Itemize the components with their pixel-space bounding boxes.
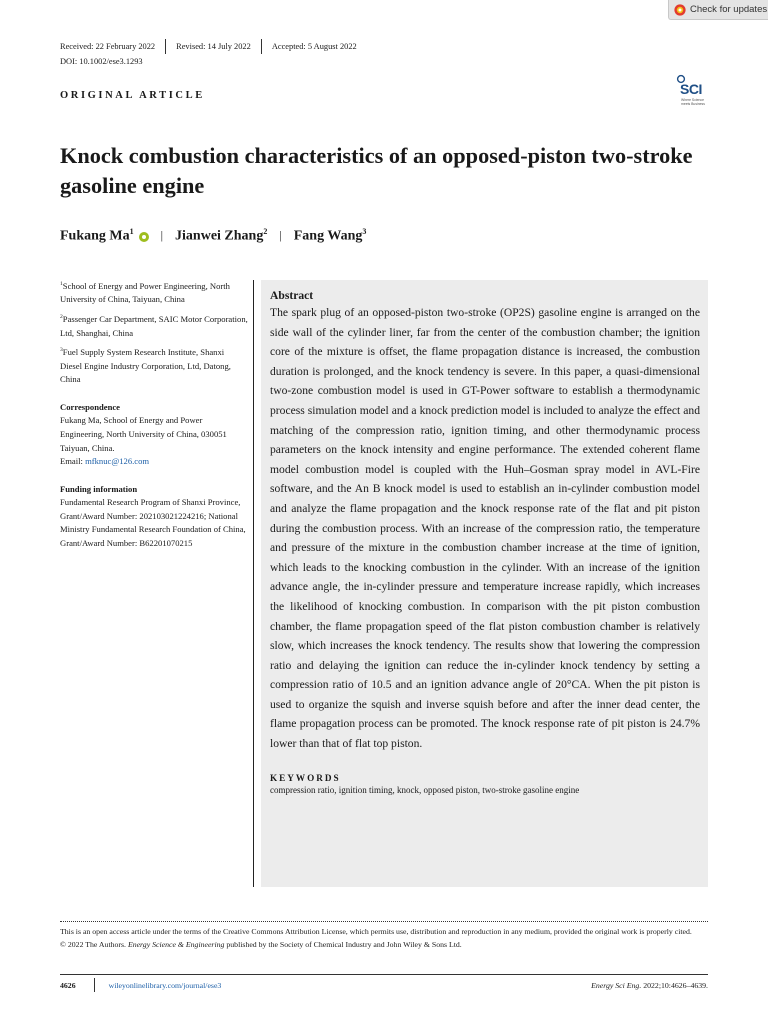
divider bbox=[94, 978, 95, 992]
article-sidebar bbox=[60, 278, 248, 555]
license-notice bbox=[60, 926, 710, 951]
logo-text: SCI bbox=[680, 81, 702, 97]
page-number: 4626 bbox=[60, 980, 76, 990]
affiliation: $^3$Fuel Supply System Research Institute, Shanxi Diesel Engine Industry Corporation, Ltd, Datong, China bbox=[60, 346, 231, 385]
copyright-text: © 2022 The Authors. Energy Science & Engineering published by the Society of Chemical Industry and John Wiley & Sons Ltd. bbox=[60, 939, 462, 949]
affiliation: $^2$Passenger Car Department, SAIC Motor Corporation, Ltd, Shanghai, China bbox=[60, 313, 248, 338]
article-dates bbox=[60, 39, 357, 54]
journal-citation: Energy Sci Eng. 2022;10:4626–4639. bbox=[591, 980, 708, 990]
correspondence-heading: Correspondence bbox=[60, 401, 120, 412]
funding-heading: Funding information bbox=[60, 483, 138, 494]
logo-subtext: Where Science meets Business bbox=[681, 98, 705, 106]
divider bbox=[261, 39, 262, 54]
page-footer bbox=[60, 978, 708, 992]
abstract-heading: Abstract bbox=[270, 289, 314, 302]
orcid-icon[interactable] bbox=[139, 232, 149, 242]
check-for-updates-button[interactable] bbox=[668, 0, 768, 20]
author-list bbox=[60, 227, 366, 245]
revised-date: Revised: 14 July 2022 bbox=[176, 42, 251, 51]
funding-text: Fundamental Research Program of Shanxi Province, Grant/Award Number: 202103021224216; National Ministry Fundamental Research Foundation of China, Grant/Award Number: B62201070215 bbox=[60, 497, 246, 549]
doi: DOI: 10.1002/ese3.1293 bbox=[60, 57, 143, 66]
author-name[interactable]: Fang Wang$^3$ bbox=[293, 227, 367, 244]
article-type: ORIGINAL ARTICLE bbox=[60, 90, 205, 101]
license-text: This is an open access article under the terms of the Creative Commons Attribution License, which permits use, distribution and reproduction in any medium, provided the original work is properly cited. bbox=[60, 927, 692, 936]
column-divider bbox=[253, 280, 254, 887]
divider bbox=[165, 39, 166, 54]
keywords-heading: KEYWORDS bbox=[270, 772, 341, 783]
received-date: Received: 22 February 2022 bbox=[60, 42, 156, 51]
author-name[interactable]: Fukang Ma$^1$ bbox=[60, 227, 134, 244]
author-name[interactable]: Jianwei Zhang$^2$ bbox=[175, 227, 268, 244]
journal-url-link[interactable]: wileyonlinelibrary.com/journal/ese3 bbox=[108, 980, 222, 990]
footer-divider bbox=[60, 974, 708, 975]
affiliation: $^1$School of Energy and Power Engineering, North University of China, Taiyuan, China bbox=[60, 280, 230, 305]
article-title: Knock combustion characteristics of an opposed-piston two-stroke gasoline engine bbox=[60, 143, 693, 198]
sci-logo bbox=[676, 74, 712, 112]
check-for-updates-label: Check for updates bbox=[690, 4, 768, 15]
correspondence-text: Fukang Ma, School of Energy and Power Engineering, North University of China, 030051 Taiyuan, China. Email: mfknuc@126.com bbox=[60, 415, 227, 467]
license-divider bbox=[60, 921, 708, 922]
author-separator: | bbox=[160, 228, 164, 243]
abstract-body: The spark plug of an opposed-piston two-stroke (OP2S) gasoline engine is arranged on the side wall of the cylinder liner, far from the center of the combustion chamber; the ignition core of the mixture is offset, the flame propagation distance is increased, the combustion duration is prolonged, and the knock tendency is severe. In this paper, a quasi-dimensional two-zone combustion model is used in GT-Power software to establish a thermodynamic process simulation model and a knock prediction model is included to analyze the effect and matching of the compression ratio, ignition timing, and other thermodynamic process parameters on the knock intensity and engine performance. The extended coherent flame model combustion model is coupled with the Huh–Gosman spray model in AVL-Fire software, and the An B knock model is used to establish an in-cylinder combustion model and analyze the flame propagation and the knock response rate of the flat and pit piston during the combustion process. With an increase of the compression ratio, the temperature and pressure of the mixture in the combustion chamber increase at the time of ignition, which leads to the knocking combustion in the cylinder. With an increase of the ignition advance angle, the in-cylinder pressure and temperature increase rapidly, which increases the likelihood of knocking combustion. In comparison with the pit piston combustion chamber, the flame propagation speed of the flat piston combustion chamber is relatively slow, which increases the knock tendency. The results show that lowering the compression ratio and delaying the ignition can reduce the in-cylinder knock tendency by setting a compression ratio of 10.5 and an ignition advance angle of 20°CA. When the pit piston is used to organize the squish and inverse squish before and after the inner dead center, the flame propagation process can be promoted. The knock response rate of pit piston is 24.7% lower than that of flat top piston. bbox=[270, 306, 700, 751]
accepted-date: Accepted: 5 August 2022 bbox=[271, 42, 357, 51]
keywords-text: compression ratio, ignition timing, knock, opposed piston, two-stroke gasoline engine bbox=[270, 784, 580, 795]
abstract-box bbox=[261, 280, 708, 887]
email-link[interactable]: mfknuc@126.com bbox=[85, 456, 150, 467]
crossmark-icon bbox=[674, 4, 686, 16]
author-separator: | bbox=[279, 228, 282, 243]
